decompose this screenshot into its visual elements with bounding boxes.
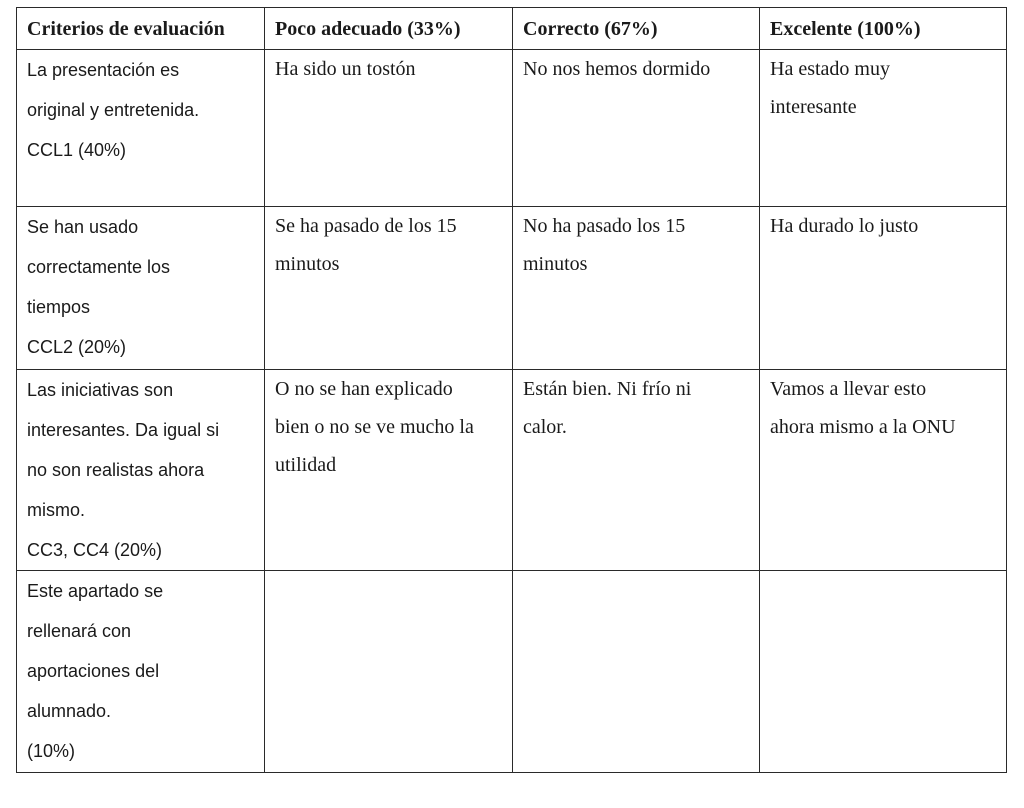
cell-line: (10%) xyxy=(27,741,76,761)
correcto-cell xyxy=(513,571,760,773)
cell-line: tiempos xyxy=(27,297,91,317)
cell-line: Las iniciativas son xyxy=(27,380,174,400)
cell-line: correctamente los xyxy=(27,257,171,277)
excelente-cell xyxy=(760,207,1007,370)
cell-line: Vamos a llevar esto xyxy=(770,378,927,400)
header-correcto: Correcto (67%) xyxy=(513,8,760,50)
excelente-cell xyxy=(760,370,1007,571)
cell-line: bien o no se ve mucho la xyxy=(275,416,474,438)
cell-line: Se han usado xyxy=(27,217,139,237)
cell-line: interesante xyxy=(770,96,857,118)
cell-line: Ha durado lo justo xyxy=(770,215,919,237)
excelente-cell xyxy=(760,50,1007,207)
header-criteria: Criterios de evaluación xyxy=(17,8,265,50)
cell-line: Este apartado se xyxy=(27,581,164,601)
cell-line: CC3, CC4 (20%) xyxy=(27,540,163,560)
header-excelente: Excelente (100%) xyxy=(760,8,1007,50)
cell-line: CCL1 (40%) xyxy=(27,140,127,160)
cell-line: Se ha pasado de los 15 xyxy=(275,215,457,237)
criterion-cell xyxy=(17,207,265,370)
header-row xyxy=(17,8,1007,50)
cell-line: O no se han explicado xyxy=(275,378,453,400)
cell-line: Están bien. Ni frío ni xyxy=(523,378,692,400)
header-poco-adecuado: Poco adecuado (33%) xyxy=(265,8,513,50)
cell-line: CCL2 (20%) xyxy=(27,337,127,357)
cell-line: interesantes. Da igual si xyxy=(27,420,220,440)
criterion-cell xyxy=(17,370,265,571)
criterion-cell xyxy=(17,50,265,207)
poco-adecuado-cell xyxy=(265,370,513,571)
correcto-cell xyxy=(513,50,760,207)
cell-line: calor. xyxy=(523,416,567,438)
cell-line: utilidad xyxy=(275,454,337,476)
cell-line: no son realistas ahora xyxy=(27,460,205,480)
cell-line: original y entretenida. xyxy=(27,100,200,120)
table-row xyxy=(17,50,1007,207)
cell-line: ahora mismo a la ONU xyxy=(770,416,956,438)
excelente-cell xyxy=(760,571,1007,773)
criterion-cell xyxy=(17,571,265,773)
cell-line: Ha sido un tostón xyxy=(275,58,416,80)
poco-adecuado-cell xyxy=(265,571,513,773)
cell-line: No nos hemos dormido xyxy=(523,58,711,80)
correcto-cell xyxy=(513,370,760,571)
cell-line: minutos xyxy=(275,253,340,275)
table-row xyxy=(17,370,1007,571)
cell-line: Ha estado muy xyxy=(770,58,890,80)
cell-line: No ha pasado los 15 xyxy=(523,215,686,237)
cell-line: aportaciones del xyxy=(27,661,160,681)
table-row xyxy=(17,571,1007,773)
table-row xyxy=(17,207,1007,370)
cell-line: minutos xyxy=(523,253,588,275)
cell-line: rellenará con xyxy=(27,621,132,641)
evaluation-rubric-table xyxy=(16,7,1007,773)
correcto-cell xyxy=(513,207,760,370)
poco-adecuado-cell xyxy=(265,207,513,370)
cell-line: La presentación es xyxy=(27,60,180,80)
cell-line: mismo. xyxy=(27,500,85,520)
cell-line: alumnado. xyxy=(27,701,112,721)
poco-adecuado-cell xyxy=(265,50,513,207)
